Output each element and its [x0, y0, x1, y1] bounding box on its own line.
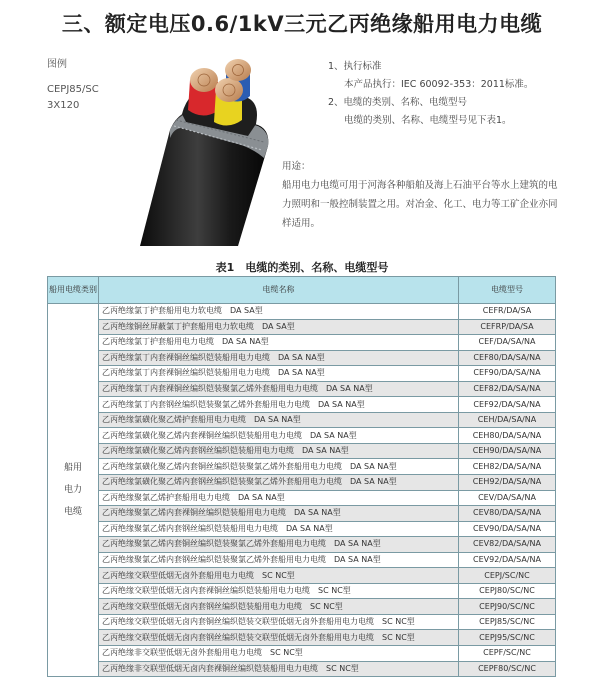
cable-name-cell: 乙丙绝缘氯磺化聚乙烯护套船用电力电缆 DA SA NA型 — [99, 412, 459, 428]
cable-model-cell: CEF80/DA/SA/NA — [459, 350, 556, 366]
table-row — [48, 552, 556, 568]
cable-name-cell: 乙丙绝缘氯磺化聚乙烯内套铜丝编织铠装聚氯乙烯外套船用电力电缆 DA SA NA型 — [99, 459, 459, 475]
cable-name-cell: 乙丙绝缘铜丝屏蔽氯丁护套船用电力软电缆 DA SA型 — [99, 319, 459, 335]
cable-model-cell: CEV/DA/SA/NA — [459, 490, 556, 506]
cable-model-cell: CEH82/DA/SA/NA — [459, 459, 556, 475]
cable-name-cell: 乙丙绝缘交联型低烟无卤内套钢丝编织铠装交联型低烟无卤外套船用电力电缆 SC NC型 — [99, 630, 459, 646]
table-body — [48, 304, 556, 677]
usage-label: 用途： — [282, 161, 311, 172]
standard-block — [328, 58, 533, 130]
table-row — [48, 537, 556, 553]
cable-model-cell: CEV82/DA/SA/NA — [459, 537, 556, 553]
cable-name-cell: 乙丙绝缘交联型低烟无卤内套裸铜丝编织铠装船用电力电缆 SC NC型 — [99, 583, 459, 599]
table-row — [48, 335, 556, 351]
cable-name-cell: 乙丙绝缘交联型低烟无卤内套铜丝编织铠装交联型低烟无卤外套船用电力电缆 SC NC型 — [99, 614, 459, 630]
table-row — [48, 506, 556, 522]
table-row — [48, 661, 556, 677]
usage-block — [282, 157, 564, 233]
table-row — [48, 475, 556, 491]
cable-name-cell: 乙丙绝缘聚氯乙烯内套钢丝编织铠装聚氯乙烯外套船用电力电缆 DA SA NA型 — [99, 552, 459, 568]
table-row — [48, 304, 556, 320]
table-row — [48, 319, 556, 335]
cable-name-cell: 乙丙绝缘氯丁内套钢丝编织铠装聚氯乙烯外套船用电力电缆 DA SA NA型 — [99, 397, 459, 413]
cable-model-cell: CEV90/DA/SA/NA — [459, 521, 556, 537]
cable-model-cell: CEH90/DA/SA/NA — [459, 443, 556, 459]
table-header-row — [48, 277, 556, 304]
table-row — [48, 428, 556, 444]
cable-name-cell: 乙丙绝缘聚氯乙烯护套船用电力电缆 DA SA NA型 — [99, 490, 459, 506]
cable-model-cell: CEPF80/SC/NC — [459, 661, 556, 677]
figure-model-code: CEPJ85/SC — [47, 84, 99, 95]
cable-name-cell: 乙丙绝缘聚氯乙烯内套钢丝编织铠装船用电力电缆 DA SA NA型 — [99, 521, 459, 537]
cable-name-cell: 乙丙绝缘氯丁护套船用电力电缆 DA SA NA型 — [99, 335, 459, 351]
cable-name-cell: 乙丙绝缘非交联型低烟无卤内套裸铜丝编织铠装船用电力电缆 SC NC型 — [99, 661, 459, 677]
table-row — [48, 366, 556, 382]
cable-model-cell: CEF/DA/SA/NA — [459, 335, 556, 351]
table-row — [48, 459, 556, 475]
table-row — [48, 443, 556, 459]
cable-name-cell: 乙丙绝缘氯丁内套裸铜丝编织铠装聚氯乙烯外套船用电力电缆 DA SA NA型 — [99, 381, 459, 397]
category-line: 电缆 — [63, 507, 82, 518]
standard-heading: 1、执行标准 — [328, 61, 382, 72]
cable-model-cell: CEPJ95/SC/NC — [459, 630, 556, 646]
cable-name-cell: 乙丙绝缘聚氯乙烯内套裸铜丝编织铠装船用电力电缆 DA SA NA型 — [99, 506, 459, 522]
cable-model-cell: CEFR/DA/SA — [459, 304, 556, 320]
cable-name-cell: 乙丙绝缘氯磺化聚乙烯内套裸铜丝编织铠装船用电力电缆 DA SA NA型 — [99, 428, 459, 444]
table-row — [48, 521, 556, 537]
cable-model-cell: CEV80/DA/SA/NA — [459, 506, 556, 522]
cable-model-cell: CEPJ80/SC/NC — [459, 583, 556, 599]
header-category: 船用电缆类别 — [48, 277, 99, 304]
cable-table — [47, 276, 556, 677]
cable-name-cell: 乙丙绝缘聚氯乙烯内套铜丝编织铠装聚氯乙烯外套船用电力电缆 DA SA NA型 — [99, 537, 459, 553]
category-text: 电缆的类别、名称、电缆型号见下表1。 — [344, 115, 512, 126]
cable-name-cell: 乙丙绝缘氯磺化聚乙烯内套钢丝编织铠装聚氯乙烯外套船用电力电缆 DA SA NA型 — [99, 475, 459, 491]
cable-model-cell: CEFRP/DA/SA — [459, 319, 556, 335]
cable-name-cell: 乙丙绝缘氯丁内套裸铜丝编织铠装船用电力电缆 DA SA NA型 — [99, 366, 459, 382]
cable-name-cell: 乙丙绝缘氯磺化聚乙烯内套钢丝编织铠装船用电力电缆 DA SA NA型 — [99, 443, 459, 459]
table-row — [48, 381, 556, 397]
usage-text: 船用电力电缆可用于河海各种船舶及海上石油平台等水上建筑的电力照明和一般控制装置之用。对冶金、化工、电力等工矿企业亦同样适用。 — [282, 180, 558, 229]
cable-model-cell: CEPJ90/SC/NC — [459, 599, 556, 615]
page-title: 三、额定电压0.6/1kV三元乙丙绝缘船用电力电缆 — [61, 12, 543, 36]
category-line: 电力 — [63, 485, 82, 496]
table-row — [48, 646, 556, 662]
header-name: 电缆名称 — [99, 277, 459, 304]
cable-model-cell: CEF90/DA/SA/NA — [459, 366, 556, 382]
cable-model-cell: CEF92/DA/SA/NA — [459, 397, 556, 413]
cable-model-cell: CEV92/DA/SA/NA — [459, 552, 556, 568]
cable-model-cell: CEH92/DA/SA/NA — [459, 475, 556, 491]
table-row — [48, 412, 556, 428]
table-row — [48, 568, 556, 584]
cable-cross-section-icon — [130, 50, 305, 246]
cable-model-cell: CEH/DA/SA/NA — [459, 412, 556, 428]
table-row — [48, 490, 556, 506]
cable-model-cell: CEPJ/SC/NC — [459, 568, 556, 584]
cable-model-cell: CEF82/DA/SA/NA — [459, 381, 556, 397]
cable-model-cell: CEH80/DA/SA/NA — [459, 428, 556, 444]
category-line: 船用 — [63, 463, 82, 474]
cable-name-cell: 乙丙绝缘氯丁护套船用电力软电缆 DA SA型 — [99, 304, 459, 320]
standard-text: 本产品执行：IEC 60092-353：2011标准。 — [344, 79, 534, 90]
category-cell — [48, 304, 99, 677]
header-model: 电缆型号 — [459, 277, 556, 304]
table-row — [48, 350, 556, 366]
cable-name-cell: 乙丙绝缘交联型低烟无卤外套船用电力电缆 SC NC型 — [99, 568, 459, 584]
figure-model — [47, 82, 99, 114]
cable-name-cell: 乙丙绝缘氯丁内套裸铜丝编织铠装船用电力电缆 DA SA NA型 — [99, 350, 459, 366]
table-row — [48, 397, 556, 413]
table-row — [48, 614, 556, 630]
category-heading: 2、电缆的类别、名称、电缆型号 — [328, 97, 468, 108]
cable-name-cell: 乙丙绝缘交联型低烟无卤内套钢丝编织铠装船用电力电缆 SC NC型 — [99, 599, 459, 615]
figure-model-spec: 3X120 — [47, 100, 80, 111]
table-row — [48, 630, 556, 646]
table-row — [48, 583, 556, 599]
table-row — [48, 599, 556, 615]
cable-table-wrapper — [47, 276, 555, 677]
table-title: 表1 电缆的类别、名称、电缆型号 — [215, 261, 389, 274]
cable-model-cell: CEPJ85/SC/NC — [459, 614, 556, 630]
cable-name-cell: 乙丙绝缘非交联型低烟无卤外套船用电力电缆 SC NC型 — [99, 646, 459, 662]
cable-model-cell: CEPF/SC/NC — [459, 646, 556, 662]
figure-label: 图例 — [47, 59, 67, 70]
